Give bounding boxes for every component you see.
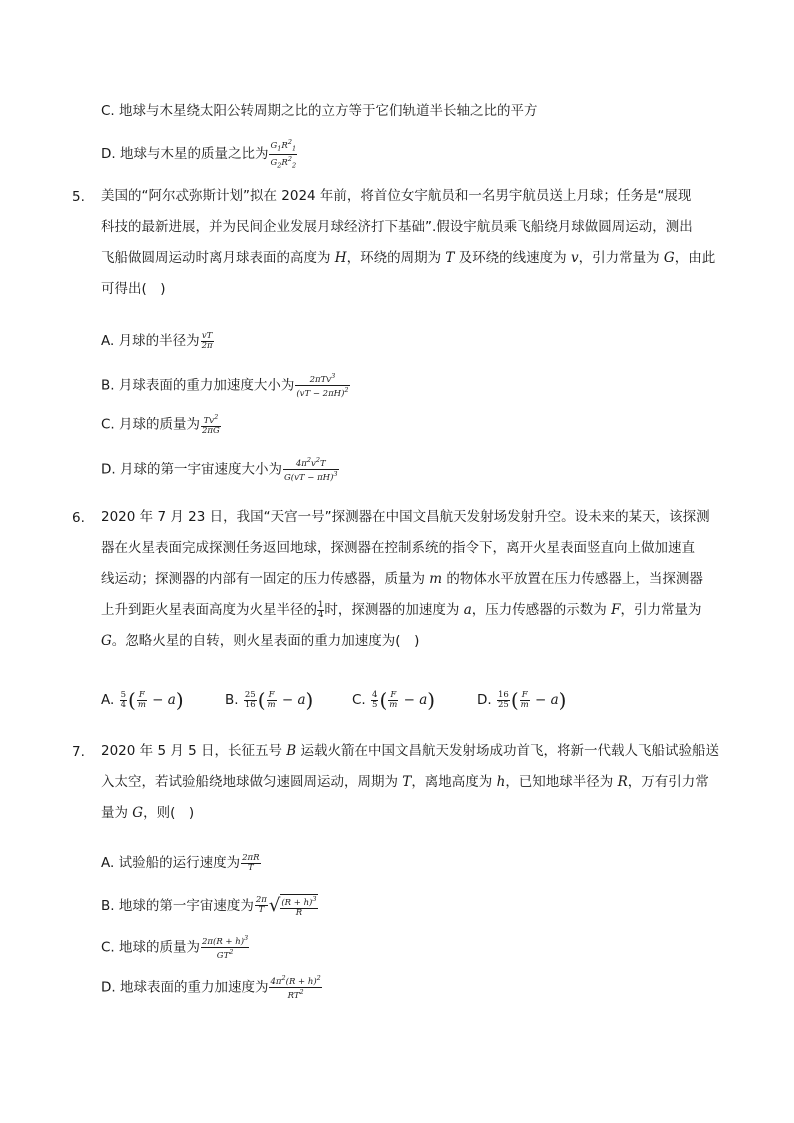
q4-option-c: C. 地球与木星绕太阳公转周期之比的立方等于它们轨道半长轴之比的平方 (101, 103, 538, 119)
q6-stem-line1: 2020 年 7 月 23 日，我国“天宫一号”探测器在中国文昌航天发射场发射升空。设未来的某天，该探测 (101, 509, 710, 525)
q7-number: 7. (72, 744, 85, 760)
q6-option-c: C. $\frac{4}{5}$ ( $\frac{F}{m}$ − a) (352, 688, 436, 712)
q6-stem-line4: 上升到距火星表面高度为火星半径的 $\frac{1}{4}$ 时，探测器的加速度为 a，压力传感器的示数为 F，引力常量为 (101, 599, 702, 620)
q6-stem-line3: 线运动；探测器的内部有一固定的压力传感器，质量为 m 的物体水平放置在压力传感器上，当探测器 (101, 571, 703, 587)
q6-option-b: B. $\frac{25}{16}$ ( $\frac{F}{m}$ − a) (225, 688, 314, 712)
q5-number: 5. (72, 189, 85, 205)
q7-option-b: B. 地球的第一宇宙速度为 $\frac{2\pi}{T}$ √ $\frac{(R + h)^3}{R}$ (101, 894, 317, 918)
q6-stem-line2: 器在火星表面完成探测任务返回地球，探测器在控制系统的指令下，离开火星表面竖直向上做加速直 (101, 540, 695, 556)
q6-stem-line5: G。忽略火星的自转，则火星表面的重力加速度为( ) (101, 633, 420, 649)
q7-stem-line1: 2020 年 5 月 5 日，长征五号 B 运载火箭在中国文昌航天发射场成功首飞，将新一代载人飞船试验船送 (101, 743, 720, 759)
q7-option-d: D. 地球表面的重力加速度为 $\frac{4\pi^2(R + h)^2}{RT^2}$ (101, 974, 321, 1001)
q4-option-d-text: D. 地球与木星的质量之比为 (101, 146, 269, 163)
q5-option-a: A. 月球的半径为 $\frac{vT}{2\pi}$ (101, 330, 213, 351)
q5-stem-line4: 可得出( ) (101, 281, 166, 297)
q6-stem (101, 502, 721, 657)
q5-option-c: C. 月球的质量为 $\frac{Tv^2}{2\pi G}$ (101, 413, 220, 436)
q7-option-a: A. 试验船的运行速度为 $\frac{2\pi R}{T}$ (101, 852, 260, 873)
q6-option-a: A. $\frac{5}{4}$ ( $\frac{F}{m}$ − a) (101, 688, 184, 712)
q7-stem-line3: 量为 G，则( ) (101, 805, 195, 821)
q5-stem-line1: 美国的“阿尔忒弥斯计划”拟在 2024 年前，将首位女宇航员和一名男宇航员送上月球；任务是“展现 (101, 188, 692, 204)
q6-number: 6. (72, 510, 85, 526)
q4-option-d-formula: $\frac{G_1R^2_1}{G_2R^2_2}$ (270, 138, 297, 170)
q5-stem (101, 181, 721, 305)
q5-stem-line3: 飞船做圆周运动时离月球表面的高度为 H，环绕的周期为 T 及环绕的线速度为 v，引力常量为 G，由此 (101, 250, 716, 266)
q7-stem-line2: 入太空，若试验船绕地球做匀速圆周运动，周期为 T，离地高度为 h，已知地球半径为 R，万有引力常 (101, 774, 709, 790)
q5-option-b: B. 月球表面的重力加速度大小为 $\frac{2\pi Tv^3}{(vT - 2\pi H)^2}$ (101, 372, 349, 399)
q6-option-d: D. $\frac{16}{25}$ ( $\frac{F}{m}$ − a) (477, 688, 567, 712)
q5-option-d: D. 月球的第一宇宙速度大小为 $\frac{4\pi^2v^2T}{G(vT - \pi H)^3}$ (101, 456, 338, 483)
q4-option-d (101, 138, 298, 170)
q7-stem (101, 736, 721, 829)
q7-option-c: C. 地球的质量为 $\frac{2\pi(R + h)^3}{GT^2}$ (101, 934, 249, 961)
q5-stem-line2: 科技的最新进展，并为民间企业发展月球经济打下基础”.假设宇航员乘飞船绕月球做圆周运动，测出 (101, 219, 693, 235)
